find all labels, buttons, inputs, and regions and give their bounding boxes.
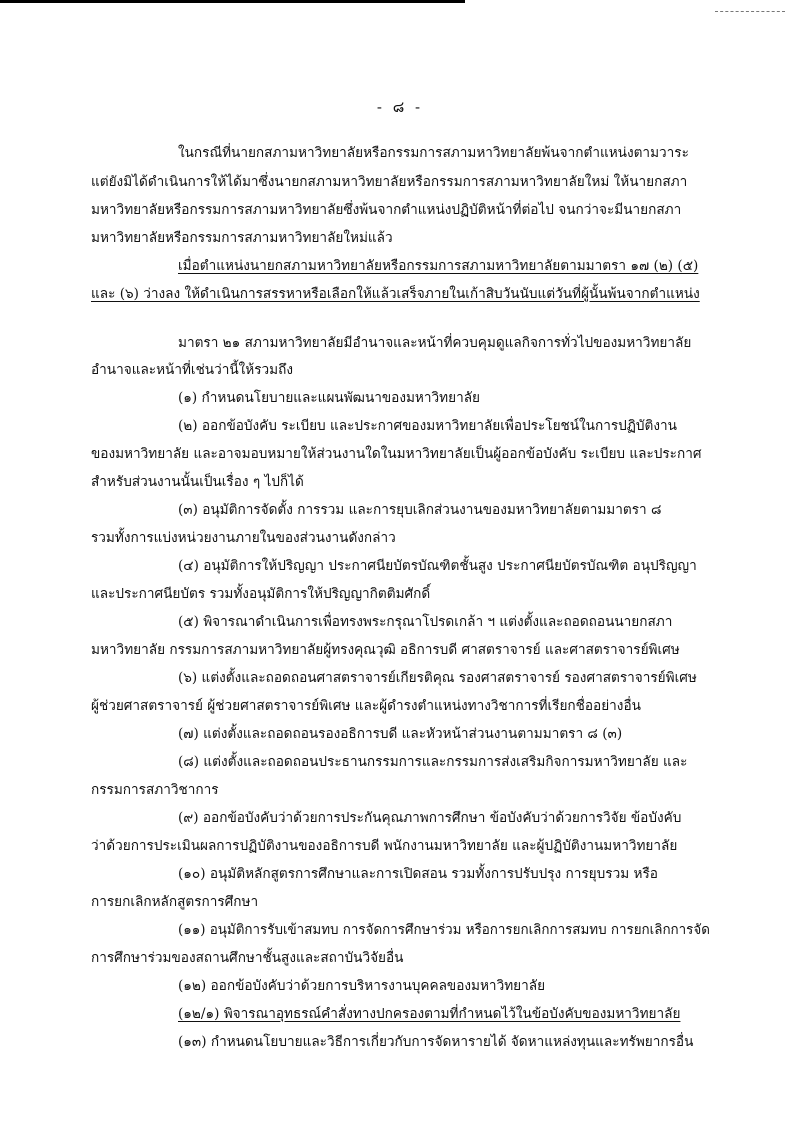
list-item: (๒) ออกข้อบังคับ ระเบียบ และประกาศของมหาวิทยาลัยเพื่อประโยชน์ในการปฏิบัติงาน — [178, 418, 677, 434]
paragraph-line: ว่าด้วยการประเมินผลการปฏิบัติงานของอธิการบดี พนักงานมหาวิทยาลัย และผู้ปฏิบัติงานมหาวิทยาลัย — [91, 838, 678, 854]
section-heading-line: มาตรา ๒๑ สภามหาวิทยาลัยมีอำนาจและหน้าที่ควบคุมดูแลกิจการทั่วไปของมหาวิทยาลัย — [178, 335, 692, 351]
paragraph-line: และประกาศนียบัตร รวมทั้งอนุมัติการให้ปริญญากิตติมศักดิ์ — [91, 586, 431, 602]
paragraph-line: มหาวิทยาลัยหรือกรรมการสภามหาวิทยาลัยใหม่แล้ว — [91, 230, 393, 246]
paragraph-line: มหาวิทยาลัยหรือกรรมการสภามหาวิทยาลัยซึ่งพ้นจากตำแหน่งปฏิบัติหน้าที่ต่อไป จนกว่าจะมีนายกสภา — [91, 202, 682, 218]
amended-text-line: และ (๖) ว่างลง ให้ดำเนินการสรรหาหรือเลือกให้แล้วเสร็จภายในเก้าสิบวันนับแต่วันที่ผู้นั้นพ้นจากตำแหน่ง — [91, 286, 700, 302]
list-item: (๑๓) กำหนดนโยบายและวิธีการเกี่ยวกับการจัดหารายได้ จัดหาแหล่งทุนและทรัพยากรอื่น — [178, 1034, 694, 1050]
paragraph-line: การยกเลิกหลักสูตรการศึกษา — [91, 894, 259, 910]
paragraph-line: อำนาจและหน้าที่เช่นว่านี้ให้รวมถึง — [91, 362, 294, 378]
list-item: (๔) อนุมัติการให้ปริญญา ประกาศนียบัตรบัณฑิตชั้นสูง ประกาศนียบัตรบัณฑิต อนุปริญญา — [178, 558, 697, 574]
list-item: (๑๒) ออกข้อบังคับว่าด้วยการบริหารงานบุคคลของมหาวิทยาลัย — [178, 978, 546, 994]
list-item: (๑) กำหนดนโยบายและแผนพัฒนาของมหาวิทยาลัย — [178, 390, 481, 406]
list-item: (๙) ออกข้อบังคับว่าด้วยการประกันคุณภาพการศึกษา ข้อบังคับว่าด้วยการวิจัย ข้อบังคับ — [178, 810, 682, 826]
paragraph-line: แต่ยังมิได้ดำเนินการให้ได้มาซึ่งนายกสภามหาวิทยาลัยหรือกรรมการสภามหาวิทยาลัยใหม่ ให้นายกสภา — [91, 174, 688, 190]
list-item: (๑๐) อนุมัติหลักสูตรการศึกษาและการเปิดสอน รวมทั้งการปรับปรุง การยุบรวม หรือ — [178, 866, 658, 882]
paragraph-line: กรรมการสภาวิชาการ — [91, 782, 219, 798]
list-item: (๕) พิจารณาดำเนินการเพื่อทรงพระกรุณาโปรดเกล้า ฯ แต่งตั้งและถอดถอนนายกสภา — [178, 614, 673, 630]
paragraph-line: สำหรับส่วนงานนั้นเป็นเรื่อง ๆ ไปก็ได้ — [91, 474, 304, 490]
list-item: (๘) แต่งตั้งและถอดถอนประธานกรรมการและกรรมการส่งเสริมกิจการมหาวิทยาลัย และ — [178, 754, 688, 770]
paragraph-line: ในกรณีที่นายกสภามหาวิทยาลัยหรือกรรมการสภามหาวิทยาลัยพ้นจากตำแหน่งตามวาระ — [178, 145, 689, 161]
top-rule — [0, 0, 465, 3]
list-item: (๓) อนุมัติการจัดตั้ง การรวม และการยุบเลิกส่วนงานของมหาวิทยาลัยตามมาตรา ๘ — [178, 502, 662, 518]
paragraph-line: มหาวิทยาลัย กรรมการสภามหาวิทยาลัยผู้ทรงคุณวุฒิ อธิการบดี ศาสตราจารย์ และศาสตราจารย์พิเศษ — [91, 642, 680, 658]
paragraph-line: ผู้ช่วยศาสตราจารย์ ผู้ช่วยศาสตราจารย์พิเศษ และผู้ดำรงตำแหน่งทางวิชาการที่เรียกชื่ออย่างอื่น — [91, 698, 641, 714]
list-item: (๖) แต่งตั้งและถอดถอนศาสตราจารย์เกียรติคุณ รองศาสตราจารย์ รองศาสตราจารย์พิเศษ — [178, 670, 697, 686]
paragraph-line: ของมหาวิทยาลัย และอาจมอบหมายให้ส่วนงานใดในมหาวิทยาลัยเป็นผู้ออกข้อบังคับ ระเบียบ และประกาศ — [91, 446, 702, 462]
page-number: - ๘ - — [376, 98, 424, 116]
amended-list-item: (๑๒/๑) พิจารณาอุทธรณ์คำสั่งทางปกครองตามที่กำหนดไว้ในข้อบังคับของมหาวิทยาลัย — [178, 1006, 681, 1022]
list-item: (๗) แต่งตั้งและถอดถอนรองอธิการบดี และหัวหน้าส่วนงานตามมาตรา ๘ (๓) — [178, 726, 623, 742]
paragraph-line: การศึกษาร่วมของสถานศึกษาชั้นสูงและสถาบันวิจัยอื่น — [91, 950, 404, 966]
corner-dashes — [715, 11, 785, 13]
paragraph-line: รวมทั้งการแบ่งหน่วยงานภายในของส่วนงานดังกล่าว — [91, 530, 396, 546]
amended-text-line: เมื่อตำแหน่งนายกสภามหาวิทยาลัยหรือกรรมการสภามหาวิทยาลัยตามมาตรา ๑๗ (๒) (๕) — [178, 258, 699, 274]
list-item: (๑๑) อนุมัติการรับเข้าสมทบ การจัดการศึกษาร่วม หรือการยกเลิกการสมทบ การยกเลิกการจัด — [178, 922, 710, 938]
